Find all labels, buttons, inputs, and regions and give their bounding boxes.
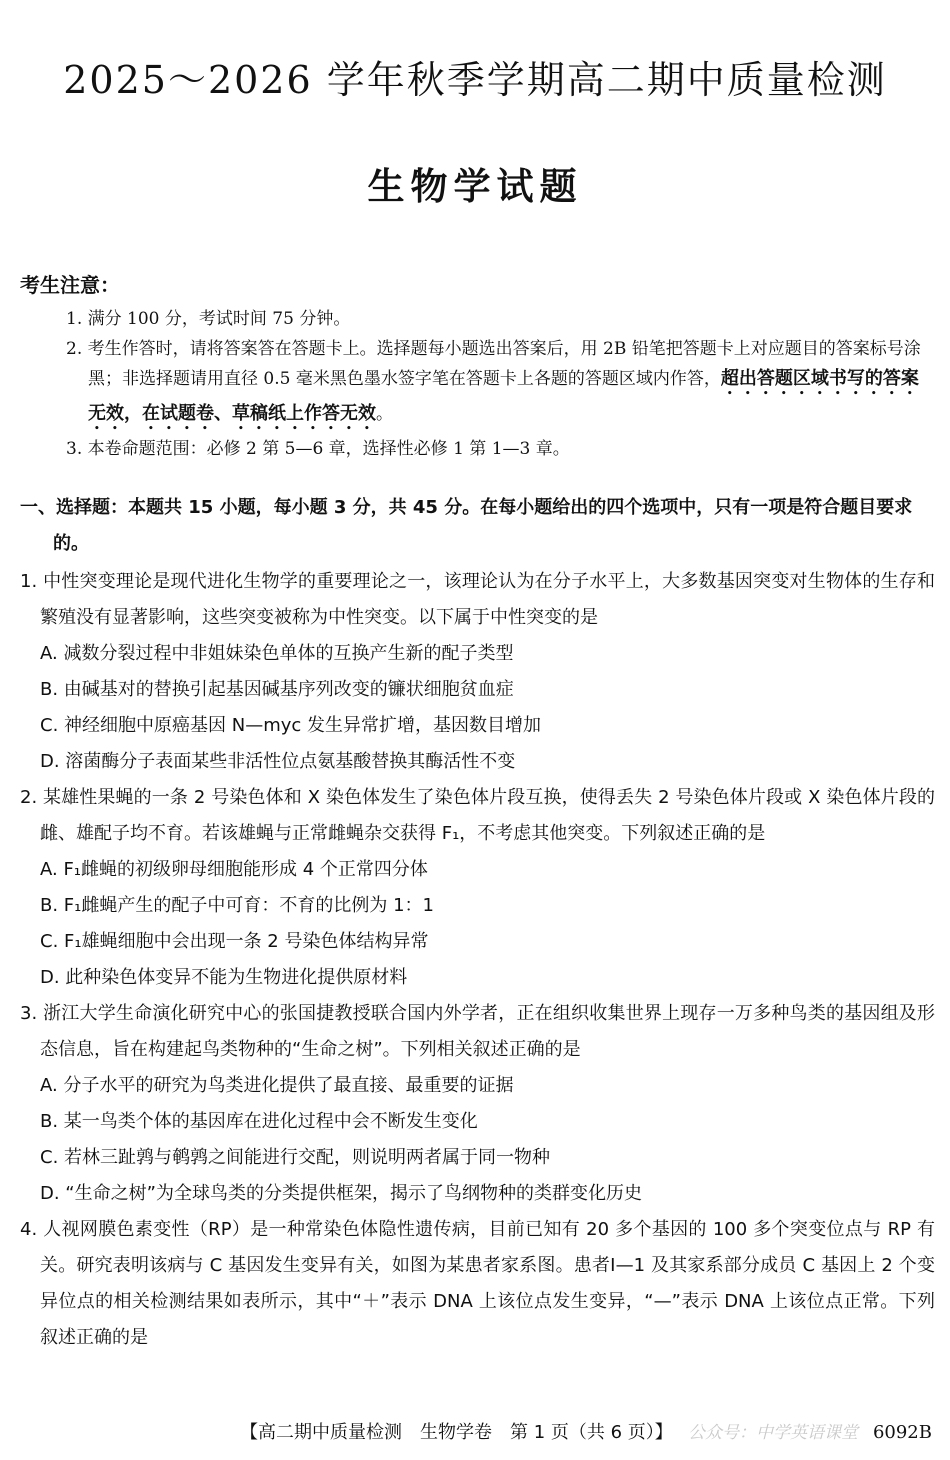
option-a: A. 分子水平的研究为鸟类进化提供了最直接、最重要的证据 bbox=[40, 1075, 514, 1096]
section-heading: 一、选择题：本题共 15 小题，每小题 3 分，共 45 分。在每小题给出的四个选项中，只有一项是符合题目要求的。 bbox=[20, 497, 913, 554]
option-b: B. 由碱基对的替换引起基因碱基序列改变的镰状细胞贫血症 bbox=[40, 679, 514, 700]
option-d: D. 此种染色体变异不能为生物进化提供原材料 bbox=[40, 967, 408, 988]
notice-item-2 bbox=[66, 334, 936, 434]
question-2 bbox=[20, 780, 935, 996]
question-3 bbox=[20, 996, 935, 1212]
question-stem: 2. 某雄性果蝇的一条 2 号染色体和 X 染色体发生了染色体片段互换，使得丢失 2 号染色体片段或 X 染色体片段的雌、雄配子均不育。若该雄蝇与正常雌蝇杂交获得 F₁，不考虑其他突变。下列叙述正确的是 bbox=[20, 787, 935, 844]
subject-title: 生物学试题 bbox=[367, 165, 583, 208]
option-c: C. 神经细胞中原癌基因 N—myc 发生异常扩增，基因数目增加 bbox=[40, 715, 542, 736]
option-b: B. 某一鸟类个体的基因库在进化过程中会不断发生变化 bbox=[40, 1111, 478, 1132]
notice-list bbox=[66, 304, 936, 464]
notice-item-2-text: 2. 考生作答时，请将答案答在答题卡上。选择题每小题选出答案后，用 2B 铅笔把答题卡上对应题目的答案标号涂黑；非选择题请用直径 0.5 毫米黑色墨水签字笔在答题卡上各题的答题区域内作答， bbox=[66, 339, 921, 389]
paper-code: 6092B bbox=[872, 1422, 932, 1443]
notice-item-2-end: 。 bbox=[376, 404, 393, 424]
option-d: D. “生命之树”为全球鸟类的分类提供框架，揭示了鸟纲物种的类群变化历史 bbox=[40, 1183, 642, 1204]
question-4 bbox=[20, 1212, 935, 1356]
option-c: C. 若林三趾鹑与鹌鹑之间能进行交配，则说明两者属于同一物种 bbox=[40, 1147, 551, 1168]
notice-heading: 考生注意： bbox=[20, 273, 120, 297]
question-stem: 1. 中性突变理论是现代进化生物学的重要理论之一，该理论认为在分子水平上，大多数基因突变对生物体的生存和繁殖没有显著影响，这些突变被称为中性突变。以下属于中性突变的是 bbox=[20, 571, 935, 628]
question-stem: 4. 人视网膜色素变性（RP）是一种常染色体隐性遗传病，目前已知有 20 多个基因的 100 多个突变位点与 RP 有关。研究表明该病与 C 基因发生变异有关，如图为某患者家系图。患者Ⅰ—1 及其家系部分成员 C 基因上 2 个变异位点的相关检测结果如表所示，其中“＋”表示 DNA 上该位点发生变异，“—”表示 DNA 上该位点正常。下列叙述正确的是 bbox=[20, 1219, 935, 1348]
page-footer bbox=[0, 1418, 950, 1448]
question-1 bbox=[20, 564, 935, 780]
notice-item-3: 3. 本卷命题范围：必修 2 第 5—6 章，选择性必修 1 第 1—3 章。 bbox=[66, 439, 570, 459]
option-b: B. F₁雌蝇产生的配子中可育：不育的比例为 1：1 bbox=[40, 895, 434, 916]
notice-item-2-emphasis: 超出答题区域书写的答案无效，在试题卷、草稿纸上作答无效 bbox=[88, 368, 919, 424]
option-c: C. F₁雄蝇细胞中会出现一条 2 号染色体结构异常 bbox=[40, 931, 429, 952]
question-stem: 3. 浙江大学生命演化研究中心的张国捷教授联合国内外学者，正在组织收集世界上现存一万多种鸟类的基因组及形态信息，旨在构建起鸟类物种的“生命之树”。下列相关叙述正确的是 bbox=[20, 1003, 935, 1060]
option-a: A. F₁雌蝇的初级卵母细胞能形成 4 个正常四分体 bbox=[40, 859, 428, 880]
option-a: A. 减数分裂过程中非姐妹染色单体的互换产生新的配子类型 bbox=[40, 643, 514, 664]
notice-item-1: 1. 满分 100 分，考试时间 75 分钟。 bbox=[66, 309, 351, 329]
page-title: 2025～2026 学年秋季学期高二期中质量检测 bbox=[63, 58, 887, 102]
option-d: D. 溶菌酶分子表面某些非活性位点氨基酸替换其酶活性不变 bbox=[40, 751, 516, 772]
watermark: 公众号：中学英语课堂 bbox=[688, 1423, 858, 1443]
footer-page-info: 【高二期中质量检测 生物学卷 第 1 页（共 6 页）】 bbox=[240, 1422, 673, 1443]
question-list bbox=[20, 564, 935, 1356]
